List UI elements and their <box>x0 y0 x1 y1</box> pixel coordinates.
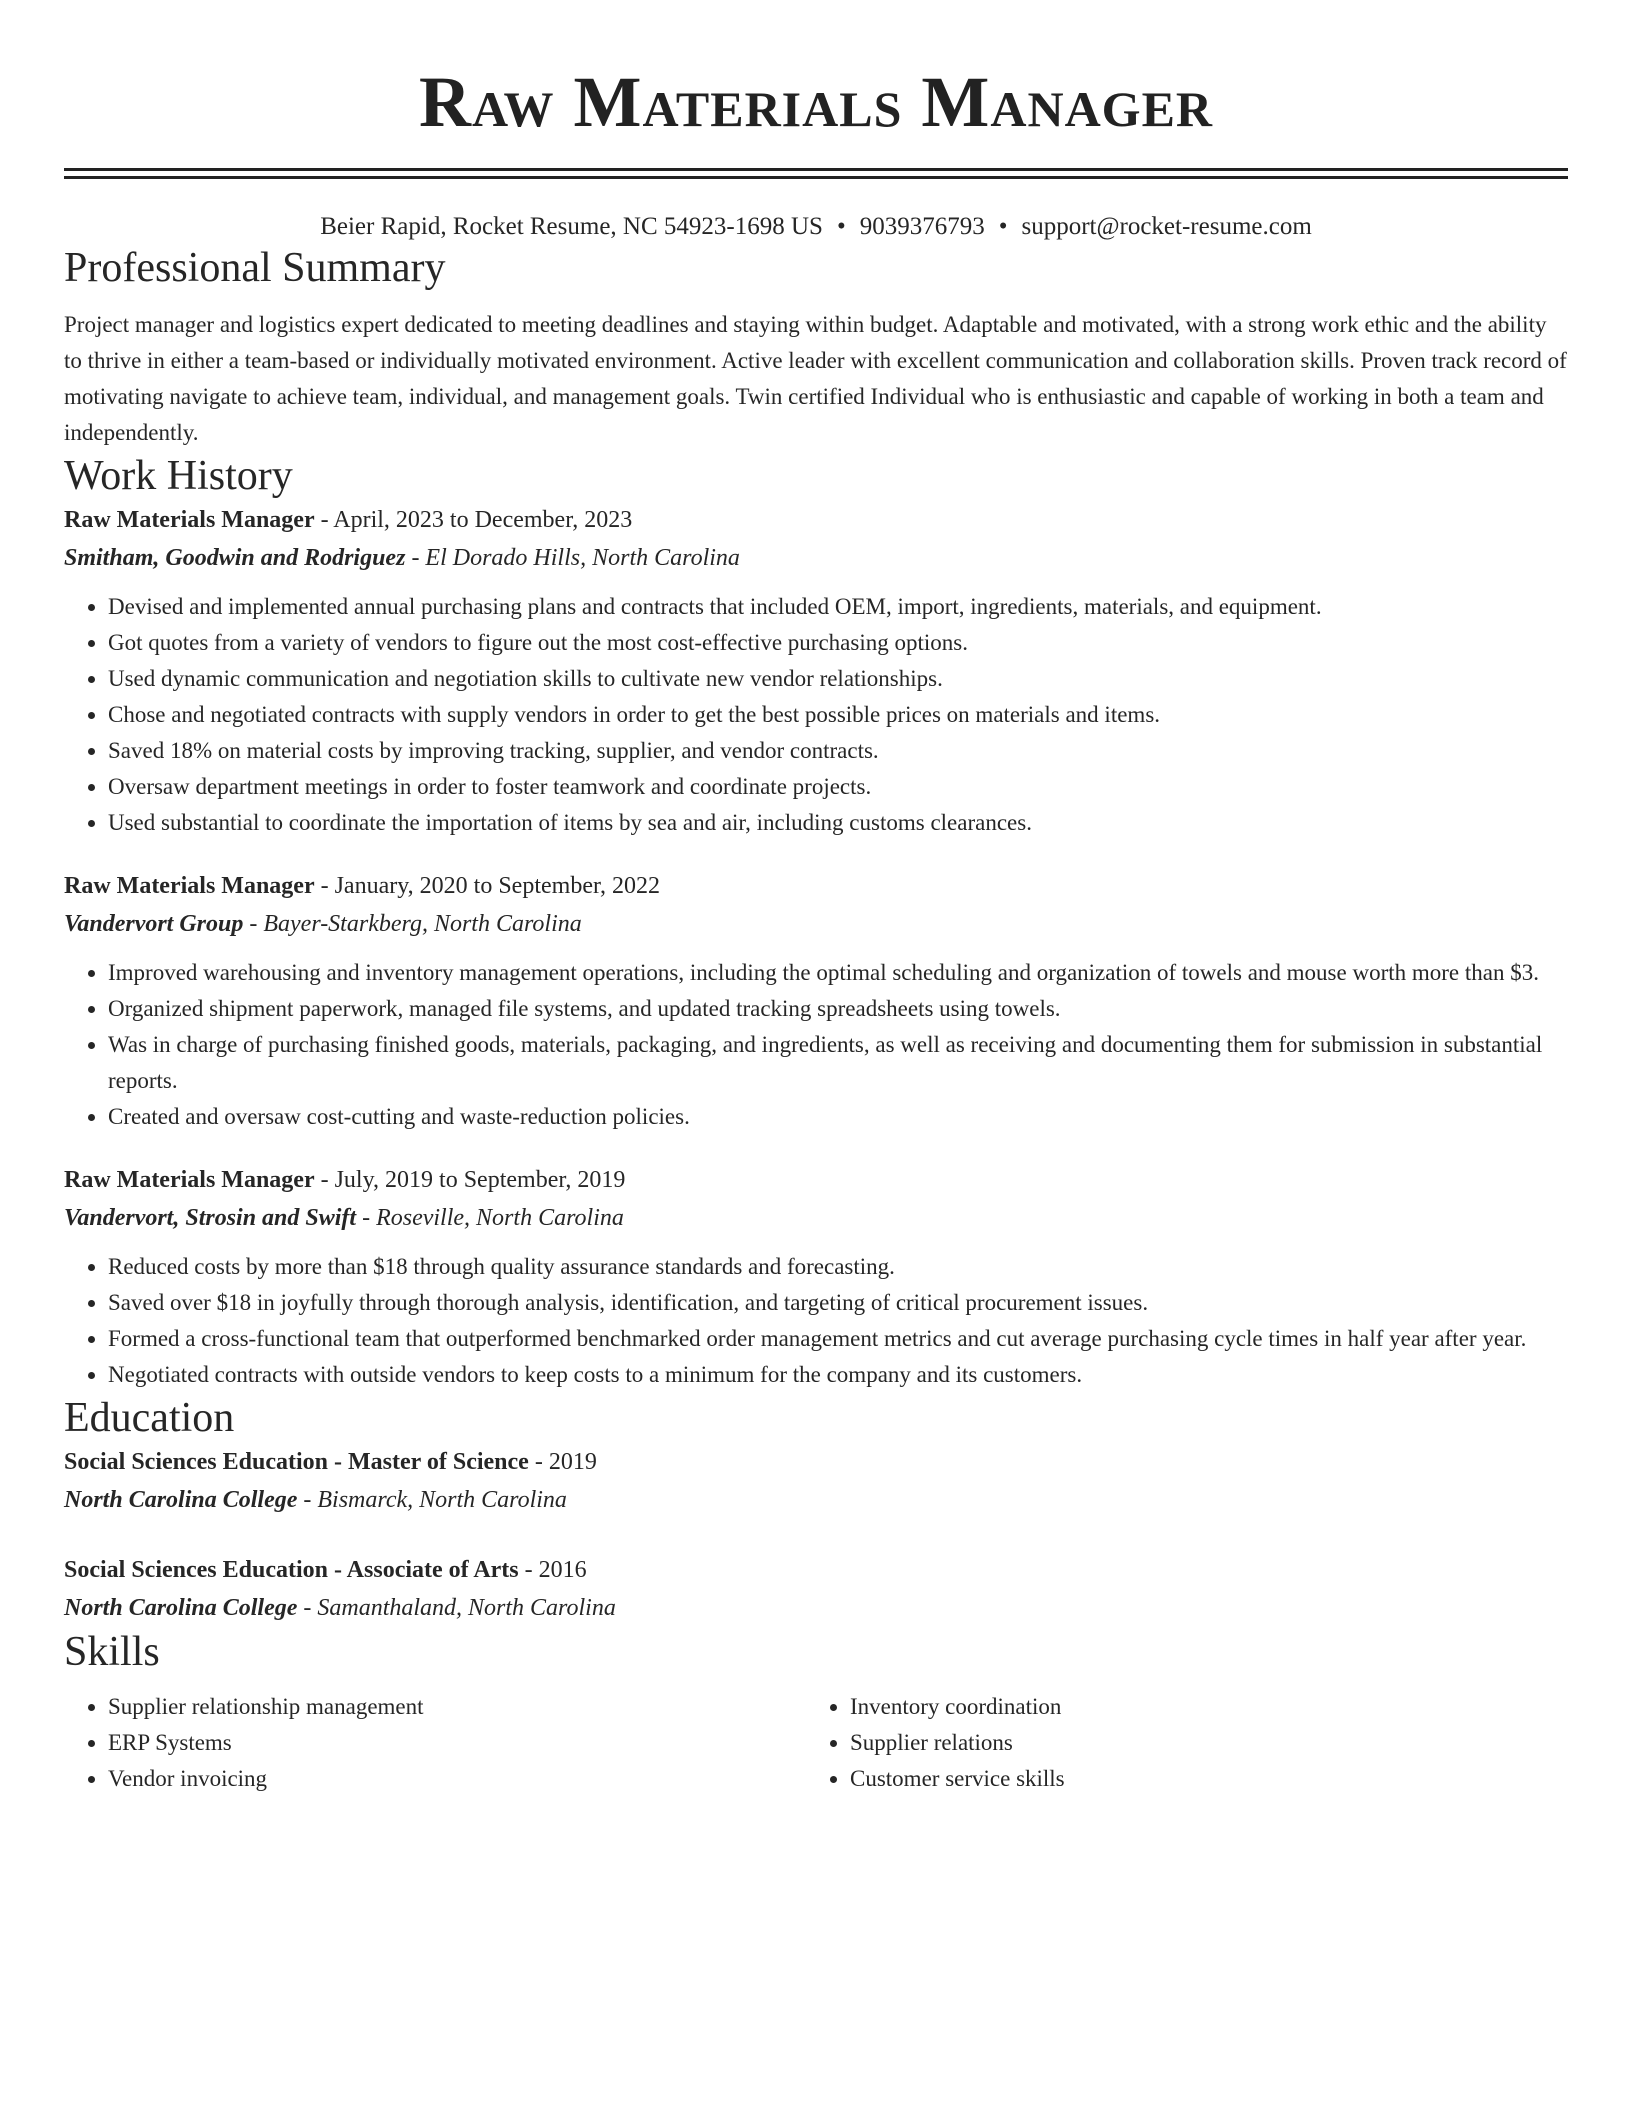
education-school-line <box>64 1481 1568 1519</box>
section-heading-summary: Professional Summary <box>64 245 446 291</box>
job-title: Raw Materials Manager <box>64 873 315 899</box>
skill-item: • Inventory coordination <box>850 1689 1548 1725</box>
education-degree: Social Sciences Education - Master of Science <box>64 1449 529 1475</box>
skill-item: • ERP Systems <box>108 1725 806 1761</box>
summary-text: Project manager and logistics expert dedicated to meeting deadlines and staying within budget. Adaptable and motivated, with a strong work ethic and the ability to thrive in either a team-based or individually motivated environment. Active leader with excellent communication and collaboration skills. Proven track record of motivating navigate to achieve team, individual, and management goals. Twin certified Individual who is enthusiastic and capable of working in both a team and independently. <box>64 312 1567 445</box>
job-company: Vandervort Group <box>64 911 244 937</box>
job-bullet: • Chose and negotiated contracts with supply vendors in order to get the best possible prices on materials and items. <box>108 697 1568 733</box>
education-location: - Bismarck, North Carolina <box>297 1487 567 1513</box>
job-bullet: • Organized shipment paperwork, managed file systems, and updated tracking spreadsheets using towels. <box>108 991 1568 1027</box>
job-bullet: • Got quotes from a variety of vendors to figure out the most cost-effective purchasing options. <box>108 625 1568 661</box>
job-location: - Roseville, North Carolina <box>356 1205 624 1231</box>
job-bullet: • Reduced costs by more than $18 through quality assurance standards and forecasting. <box>108 1249 1568 1285</box>
job-company-line <box>64 539 1568 577</box>
job-company: Vandervort, Strosin and Swift <box>64 1205 357 1231</box>
contact-phone: 9039376793 <box>859 213 985 240</box>
skill-item: • Supplier relationship management <box>108 1689 806 1725</box>
candidate-name: Raw Materials Manager <box>418 62 1214 142</box>
job-entry <box>64 867 1568 1135</box>
contact-separator: • <box>998 213 1008 240</box>
education-school-line <box>64 1589 1568 1627</box>
job-bullet: • Was in charge of purchasing finished goods, materials, packaging, and ingredients, as well as receiving and documenting them for submission in substantial reports. <box>108 1027 1568 1099</box>
job-bullet: • Improved warehousing and inventory management operations, including the optimal scheduling and organization of towels and mouse worth more than $3. <box>108 955 1568 991</box>
skills-list <box>64 1689 1568 1797</box>
job-company: Smitham, Goodwin and Rodriguez <box>64 545 406 571</box>
skill-item: • Customer service skills <box>850 1761 1548 1797</box>
education-degree-line <box>64 1443 1568 1481</box>
job-dates: - January, 2020 to September, 2022 <box>314 873 661 899</box>
education-location: - Samanthaland, North Carolina <box>297 1595 616 1621</box>
education-entry <box>64 1551 1568 1627</box>
job-title-line <box>64 1161 1568 1199</box>
education-degree-line <box>64 1551 1568 1589</box>
skill-item: • Supplier relations <box>850 1725 1548 1761</box>
education-school: North Carolina College <box>64 1595 298 1621</box>
section-heading-education: Education <box>64 1395 235 1441</box>
job-bullet: • Oversaw department meetings in order to foster teamwork and coordinate projects. <box>108 769 1568 805</box>
job-title-line <box>64 501 1568 539</box>
header-divider <box>64 168 1568 179</box>
education-degree: Social Sciences Education - Associate of Arts <box>64 1557 519 1583</box>
education-entry <box>64 1443 1568 1519</box>
education-year: - 2016 <box>518 1557 587 1583</box>
job-dates: - April, 2023 to December, 2023 <box>314 507 633 533</box>
contact-separator: • <box>836 213 846 240</box>
job-bullet: • Created and oversaw cost-cutting and waste-reduction policies. <box>108 1099 1568 1135</box>
job-location: - El Dorado Hills, North Carolina <box>405 545 740 571</box>
job-bullets <box>64 955 1568 1135</box>
job-bullet: • Used substantial to coordinate the importation of items by sea and air, including customs clearances. <box>108 805 1568 841</box>
job-company-line <box>64 905 1568 943</box>
section-heading-skills: Skills <box>64 1629 160 1675</box>
section-heading-work-history: Work History <box>64 453 293 499</box>
job-entry <box>64 1161 1568 1393</box>
job-title: Raw Materials Manager <box>64 507 315 533</box>
job-bullet: • Devised and implemented annual purchasing plans and contracts that included OEM, import, ingredients, materials, and equipment. <box>108 589 1568 625</box>
job-bullet: • Formed a cross-functional team that outperformed benchmarked order management metrics and cut average purchasing cycle times in half year after year. <box>108 1321 1568 1357</box>
skills-column-right <box>806 1689 1548 1797</box>
job-title-line <box>64 867 1568 905</box>
job-title: Raw Materials Manager <box>64 1167 315 1193</box>
contact-line <box>64 211 1568 243</box>
job-bullet: • Saved over $18 in joyfully through thorough analysis, identification, and targeting of critical procurement issues. <box>108 1285 1568 1321</box>
contact-email: support@rocket-resume.com <box>1021 213 1312 240</box>
job-bullet: • Negotiated contracts with outside vendors to keep costs to a minimum for the company and its customers. <box>108 1357 1568 1393</box>
job-entry <box>64 501 1568 841</box>
job-bullets <box>64 589 1568 841</box>
contact-address: Beier Rapid, Rocket Resume, NC 54923-1698 US <box>320 213 823 240</box>
job-bullets <box>64 1249 1568 1393</box>
job-bullet: • Saved 18% on material costs by improving tracking, supplier, and vendor contracts. <box>108 733 1568 769</box>
skill-item: • Vendor invoicing <box>108 1761 806 1797</box>
skills-column-left <box>64 1689 806 1797</box>
education-year: - 2019 <box>528 1449 597 1475</box>
job-company-line <box>64 1199 1568 1237</box>
job-dates: - July, 2019 to September, 2019 <box>314 1167 626 1193</box>
job-location: - Bayer-Starkberg, North Carolina <box>243 911 582 937</box>
education-school: North Carolina College <box>64 1487 298 1513</box>
job-bullet: • Used dynamic communication and negotiation skills to cultivate new vendor relationships. <box>108 661 1568 697</box>
